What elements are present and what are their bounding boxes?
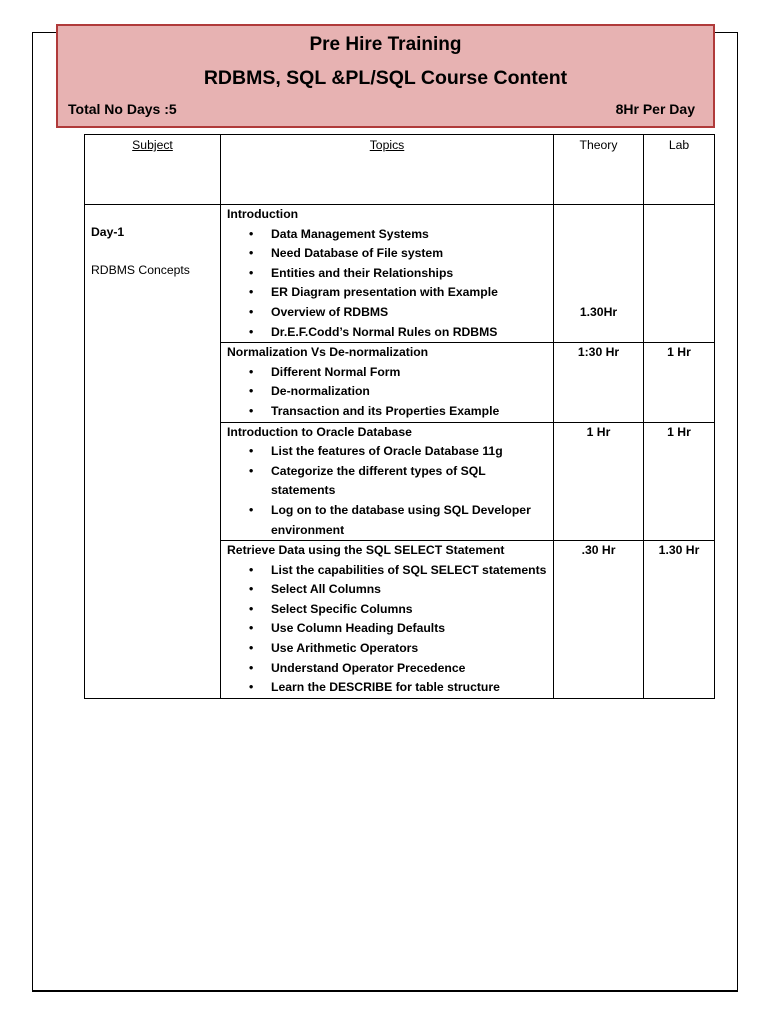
list-item: • Entities and their Relationships xyxy=(249,265,454,280)
list-item: • Use Arithmetic Operators xyxy=(249,641,419,656)
topics-cell xyxy=(221,343,554,422)
lab-hours: 1.30 Hr xyxy=(644,541,715,699)
topic-list xyxy=(227,442,547,540)
list-item: • Transaction and its Properties Example xyxy=(249,403,500,418)
lab-hours xyxy=(644,205,715,343)
list-item: • Select All Columns xyxy=(249,582,381,597)
column-header-theory: Theory xyxy=(554,135,644,205)
syllabus-table xyxy=(84,134,715,699)
table-header-row xyxy=(85,135,715,205)
list-item: • Overview of RDBMS xyxy=(249,304,389,319)
list-item: • Categorize the different types of SQL statements xyxy=(249,463,486,498)
header-title-line2: RDBMS, SQL &PL/SQL Course Content xyxy=(203,67,568,89)
section-title: Normalization Vs De-normalization xyxy=(227,345,429,360)
topic-list xyxy=(227,561,547,698)
list-item: • Understand Operator Precedence xyxy=(249,660,466,675)
list-item: • Dr.E.F.Codd’s Normal Rules on RDBMS xyxy=(249,324,498,339)
syllabus-table-wrapper xyxy=(84,134,714,699)
column-header-subject: Subject xyxy=(85,135,221,205)
theory-hours: 1 Hr xyxy=(554,422,644,541)
list-item: • De-normalization xyxy=(249,384,370,399)
list-item: • Select Specific Columns xyxy=(249,601,413,616)
list-item: • List the capabilities of SQL SELECT statements xyxy=(249,562,547,577)
theory-hours: 1.30Hr xyxy=(554,205,644,343)
section-title: Introduction xyxy=(227,207,299,221)
header-title-line1: Pre Hire Training xyxy=(309,34,462,55)
list-item: • ER Diagram presentation with Example xyxy=(249,285,498,300)
topics-cell xyxy=(221,541,554,699)
section-title: Introduction to Oracle Database xyxy=(227,424,412,439)
list-item: • Use Column Heading Defaults xyxy=(249,621,446,636)
table-row xyxy=(85,205,715,343)
topics-cell xyxy=(221,205,554,343)
subject-day: Day-1 xyxy=(91,225,125,239)
column-header-topics: Topics xyxy=(221,135,554,205)
list-item: • List the features of Oracle Database 11g xyxy=(249,444,503,459)
course-header xyxy=(56,24,715,128)
list-item: • Learn the DESCRIBE for table structure xyxy=(249,680,500,695)
total-days-label: Total No Days :5 xyxy=(68,101,177,117)
list-item: • Data Management Systems xyxy=(249,226,429,241)
topic-list xyxy=(227,225,547,343)
lab-hours: 1 Hr xyxy=(644,343,715,422)
subject-name: RDBMS Concepts xyxy=(91,262,190,277)
theory-hours: 1:30 Hr xyxy=(554,343,644,422)
topic-list xyxy=(227,363,547,422)
list-item: • Log on to the database using SQL Developer environment xyxy=(249,502,531,537)
hours-per-day-label: 8Hr Per Day xyxy=(615,101,695,117)
section-title: Retrieve Data using the SQL SELECT Statement xyxy=(227,543,505,558)
subject-cell xyxy=(85,205,221,699)
column-header-lab: Lab xyxy=(644,135,715,205)
lab-hours: 1 Hr xyxy=(644,422,715,541)
list-item: • Need Database of File system xyxy=(249,246,444,261)
theory-hours: .30 Hr xyxy=(554,541,644,699)
list-item: • Different Normal Form xyxy=(249,364,401,379)
topics-cell xyxy=(221,422,554,541)
